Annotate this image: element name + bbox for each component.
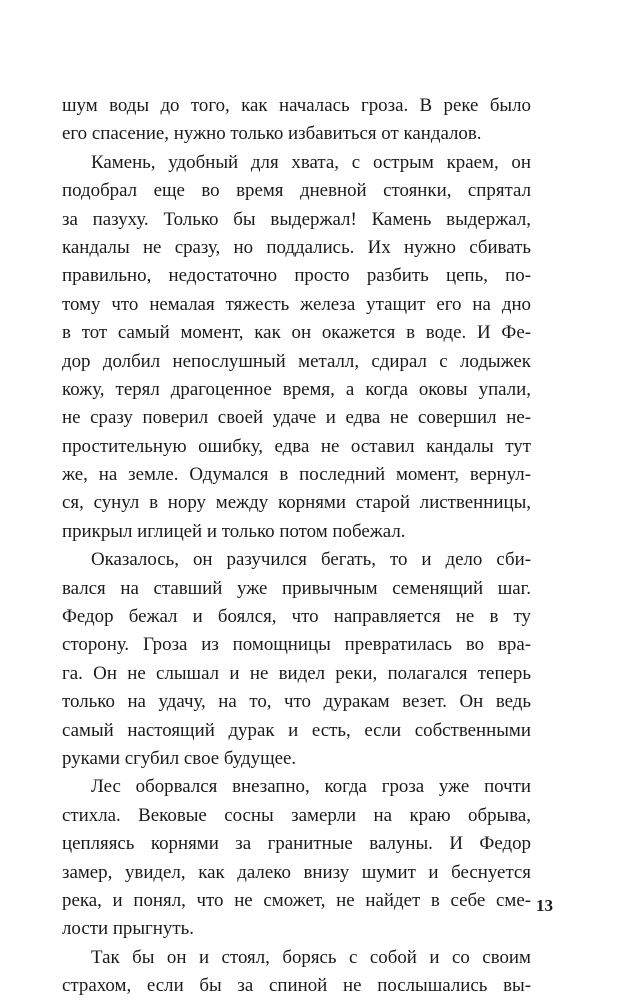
text-line: цепляясь корнями за гранитные валуны. И Федор: [62, 833, 531, 855]
text-line: Так бы он и стоял, борясь с собой и со своим: [91, 946, 531, 968]
text-line: прикрыл иглицей и только потом побежал.: [62, 520, 406, 542]
text-line: кандалы не сразу, но поддались. Их нужно сбивать: [62, 236, 531, 258]
text-line: подобрал еще во время дневной стоянки, спрятал: [62, 180, 531, 202]
text-line: Камень, удобный для хвата, с острым краем, он: [91, 151, 531, 173]
text-line: река, и понял, что не сможет, не найдет в себе сме-: [62, 889, 531, 911]
text-line: страхом, если бы за спиной не послышались вы-: [62, 975, 531, 997]
text-line: самый настоящий дурак и есть, если собственными: [62, 719, 531, 741]
text-line: стихла. Вековые сосны замерли на краю обрыва,: [62, 804, 531, 826]
text-line: шум воды до того, как началась гроза. В реке было: [62, 95, 531, 116]
text-line: правильно, недостаточно просто разбить цепь, по-: [62, 265, 531, 287]
text-line: тому что немалая тяжесть железа утащит его на дно: [62, 293, 531, 315]
text-line: замер, увидел, как далеко внизу шумит и беснуется: [62, 861, 531, 883]
text-line: кожу, терял драгоценное время, а когда оковы упали,: [62, 378, 531, 400]
text-line: простительную ошибку, едва не оставил кандалы тут: [62, 435, 531, 457]
text-line: только на удачу, на то, что дуракам везет. Он ведь: [62, 691, 531, 713]
text-line: сторону. Гроза из помощницы превратилась во вра-: [62, 634, 531, 656]
text-line: Оказалось, он разучился бегать, то и дело сби-: [91, 549, 531, 571]
text-line: же, на земле. Одумался в последний момент, вернул-: [62, 464, 531, 486]
text-line: Федор бежал и боялся, что направляется не в ту: [62, 606, 531, 628]
text-line: руками сгубил свое будущее.: [62, 747, 297, 769]
text-line: га. Он не слышал и не видел реки, полагался теперь: [62, 662, 531, 684]
text-line: его спасение, нужно только избавиться от кандалов.: [62, 123, 482, 145]
text-line: дор долбил непослушный металл, сдирал с лодыжек: [62, 350, 531, 372]
text-line: за пазуху. Только бы выдержал! Камень выдержал,: [62, 208, 531, 230]
text-line: не сразу поверил своей удаче и едва не совершил не-: [62, 407, 531, 429]
text-line: в тот самый момент, как он окажется в воде. И Фе-: [62, 322, 531, 344]
text-line: лости прыгнуть.: [62, 918, 194, 940]
page-number: 13: [536, 896, 553, 915]
text-line: Лес оборвался внезапно, когда гроза уже почти: [91, 776, 531, 798]
text-line: вался на ставший уже привычным семенящий шаг.: [62, 577, 531, 599]
text-line: ся, сунул в нору между корнями старой лиственницы,: [62, 492, 531, 514]
body-text: [62, 92, 531, 1001]
